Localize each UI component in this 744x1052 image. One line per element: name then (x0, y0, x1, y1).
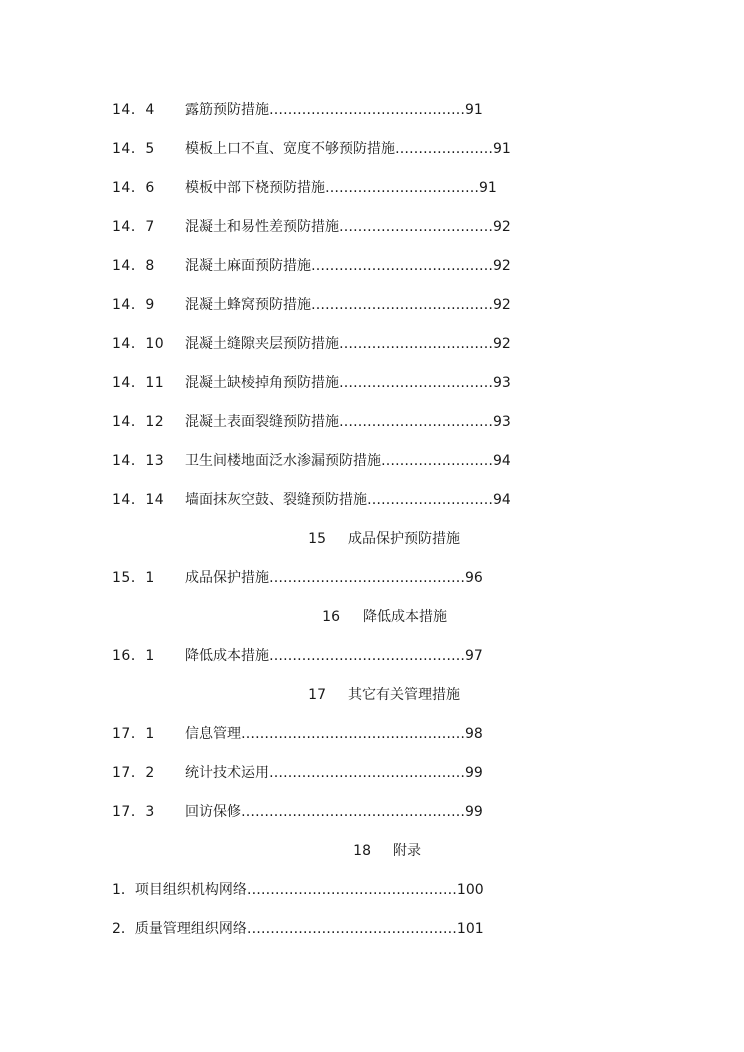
section-heading-17[interactable] (0, 685, 744, 705)
toc-entry-14-8[interactable] (0, 256, 744, 276)
entry-title: 信息管理 (185, 726, 241, 742)
entry-page: 94 (493, 453, 511, 469)
entry-title: 统计技术运用 (185, 765, 269, 781)
section-title: 成品保护预防措施 (348, 531, 460, 547)
entry-page: 101 (456, 921, 484, 937)
entry-page: 91 (479, 180, 497, 196)
entry-title-with-leader: 模板上口不直、宽度不够预防措施…………………91 (185, 141, 511, 157)
entry-title: 混凝土蜂窝预防措施 (185, 297, 311, 313)
section-heading-16[interactable] (0, 607, 744, 627)
entry-title-with-leader: 混凝土麻面预防措施…………………………………92 (185, 258, 511, 274)
entry-number: 15．1 (112, 570, 155, 586)
entry-title-with-leader: 模板中部下桡预防措施……………………………91 (185, 180, 497, 196)
entry-title: 1．项目组织机构网络 (112, 882, 247, 898)
toc-entry-14-14[interactable] (0, 490, 744, 510)
entry-title: 卫生间楼地面泛水渗漏预防措施 (185, 453, 381, 469)
toc-entry-17-3[interactable] (0, 802, 744, 822)
entry-page: 92 (493, 297, 511, 313)
section-number: 15 (308, 531, 326, 547)
toc-entry-14-7[interactable] (0, 217, 744, 237)
entry-title: 混凝土缝隙夹层预防措施 (185, 336, 339, 352)
entry-title-with-leader: 混凝土缝隙夹层预防措施……………………………92 (185, 336, 511, 352)
entry-title: 墙面抹灰空鼓、裂缝预防措施 (185, 492, 367, 508)
entry-page: 91 (465, 102, 483, 118)
entry-page: 93 (493, 414, 511, 430)
toc-entry-appendix-2[interactable] (0, 919, 744, 939)
entry-number: 16．1 (112, 648, 155, 664)
entry-page: 99 (465, 804, 483, 820)
entry-title: 降低成本措施 (185, 648, 269, 664)
entry-title: 混凝土和易性差预防措施 (185, 219, 339, 235)
entry-number: 17．3 (112, 804, 155, 820)
entry-title-with-leader: 混凝土表面裂缝预防措施……………………………93 (185, 414, 511, 430)
section-heading-18[interactable] (0, 841, 744, 861)
entry-number: 14．5 (112, 141, 155, 157)
entry-title: 2．质量管理组织网络 (112, 921, 247, 937)
entry-number: 14．13 (112, 453, 165, 469)
entry-page: 92 (493, 258, 511, 274)
entry-title-with-leader: 成品保护措施……………………………………96 (185, 570, 483, 586)
toc-entry-14-12[interactable] (0, 412, 744, 432)
entry-title: 混凝土表面裂缝预防措施 (185, 414, 339, 430)
entry-page: 99 (465, 765, 483, 781)
toc-entry-17-2[interactable] (0, 763, 744, 783)
entry-title: 回访保修 (185, 804, 241, 820)
entry-number: 14．4 (112, 102, 155, 118)
entry-title: 混凝土麻面预防措施 (185, 258, 311, 274)
entry-number: 14．11 (112, 375, 165, 391)
entry-title-with-leader: 露筋预防措施……………………………………91 (185, 102, 483, 118)
entry-number: 17．1 (112, 726, 155, 742)
entry-number: 14．8 (112, 258, 155, 274)
entry-title-with-leader: 2．质量管理组织网络………………………………………101 (112, 921, 484, 937)
toc-entry-14-11[interactable] (0, 373, 744, 393)
toc-entry-14-9[interactable] (0, 295, 744, 315)
entry-number: 14．7 (112, 219, 155, 235)
toc-entry-14-13[interactable] (0, 451, 744, 471)
entry-number: 14．9 (112, 297, 155, 313)
entry-page: 100 (456, 882, 484, 898)
entry-title-with-leader: 1．项目组织机构网络………………………………………100 (112, 882, 484, 898)
entry-title: 露筋预防措施 (185, 102, 269, 118)
entry-number: 17．2 (112, 765, 155, 781)
toc-entry-14-4[interactable] (0, 100, 744, 120)
section-number: 16 (322, 609, 340, 625)
toc-entry-15-1[interactable] (0, 568, 744, 588)
entry-page: 92 (493, 219, 511, 235)
section-title: 降低成本措施 (363, 609, 447, 625)
entry-title-with-leader: 信息管理…………………………………………98 (185, 726, 483, 742)
section-title: 附录 (393, 843, 421, 859)
entry-title-with-leader: 降低成本措施……………………………………97 (185, 648, 483, 664)
entry-title-with-leader: 统计技术运用……………………………………99 (185, 765, 483, 781)
entry-title: 成品保护措施 (185, 570, 269, 586)
section-title: 其它有关管理措施 (348, 687, 460, 703)
entry-page: 96 (465, 570, 483, 586)
entry-page: 92 (493, 336, 511, 352)
toc-entry-14-6[interactable] (0, 178, 744, 198)
entry-page: 97 (465, 648, 483, 664)
entry-title-with-leader: 墙面抹灰空鼓、裂缝预防措施………………………94 (185, 492, 511, 508)
entry-title-with-leader: 混凝土蜂窝预防措施…………………………………92 (185, 297, 511, 313)
entry-title-with-leader: 回访保修…………………………………………99 (185, 804, 483, 820)
entry-number: 14．14 (112, 492, 165, 508)
entry-page: 93 (493, 375, 511, 391)
section-number: 17 (308, 687, 326, 703)
toc-entry-17-1[interactable] (0, 724, 744, 744)
entry-title: 模板中部下桡预防措施 (185, 180, 325, 196)
entry-title: 混凝土缺棱掉角预防措施 (185, 375, 339, 391)
toc-entry-14-5[interactable] (0, 139, 744, 159)
entry-page: 98 (465, 726, 483, 742)
toc-entry-14-10[interactable] (0, 334, 744, 354)
section-heading-15[interactable] (0, 529, 744, 549)
entry-page: 94 (493, 492, 511, 508)
entry-title-with-leader: 混凝土和易性差预防措施……………………………92 (185, 219, 511, 235)
entry-number: 14．12 (112, 414, 165, 430)
section-number: 18 (353, 843, 371, 859)
toc-entry-appendix-1[interactable] (0, 880, 744, 900)
entry-title: 模板上口不直、宽度不够预防措施 (185, 141, 395, 157)
entry-page: 91 (493, 141, 511, 157)
entry-number: 14．10 (112, 336, 165, 352)
toc-entry-16-1[interactable] (0, 646, 744, 666)
entry-number: 14．6 (112, 180, 155, 196)
entry-title-with-leader: 混凝土缺棱掉角预防措施……………………………93 (185, 375, 511, 391)
entry-title-with-leader: 卫生间楼地面泛水渗漏预防措施……………………94 (185, 453, 511, 469)
